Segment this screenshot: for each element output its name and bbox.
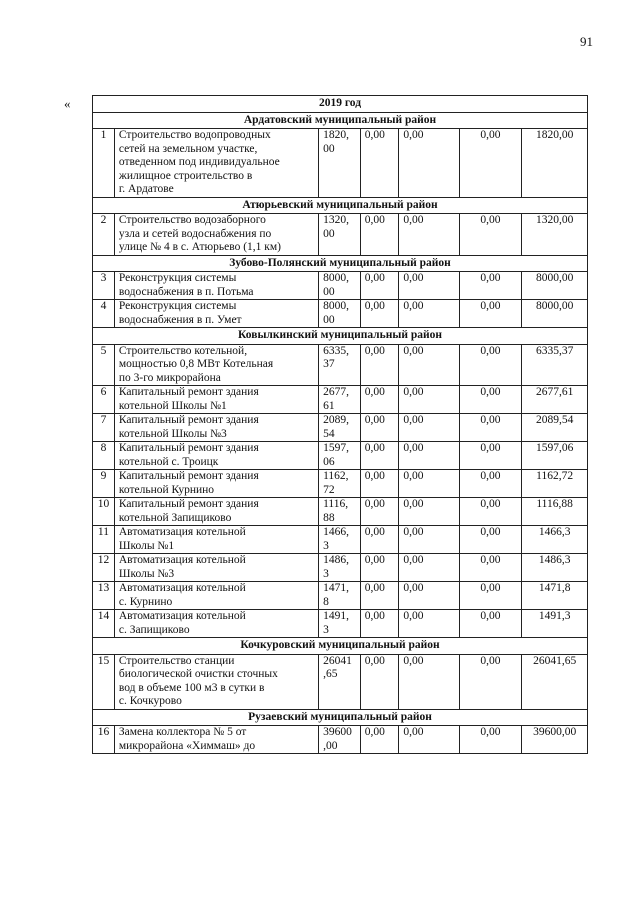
total-cell: 1486,3	[522, 554, 588, 582]
value-cell: 0,00	[399, 654, 459, 709]
district-header-row	[93, 255, 588, 272]
table-row	[93, 654, 588, 709]
project-name: Строительство водопроводных сетей на земельном участке, отведенном под индивидуальное жилищное строительство в г. Ардатове	[114, 129, 318, 198]
value-cell: 0,00	[399, 344, 459, 386]
total-cell: 1466,3	[522, 526, 588, 554]
row-number: 10	[93, 498, 115, 526]
table-row	[93, 526, 588, 554]
total-cell: 1597,06	[522, 442, 588, 470]
year-header: 2019 год	[93, 96, 588, 113]
row-number: 11	[93, 526, 115, 554]
project-name: Капитальный ремонт здания котельной с. Троицк	[114, 442, 318, 470]
value-cell: 0,00	[459, 344, 522, 386]
row-number: 13	[93, 582, 115, 610]
value-cell: 0,00	[360, 610, 399, 638]
value-cell: 0,00	[459, 498, 522, 526]
row-number: 9	[93, 470, 115, 498]
row-number: 14	[93, 610, 115, 638]
total-cell: 2677,61	[522, 386, 588, 414]
project-name: Капитальный ремонт здания котельной Школы №1	[114, 386, 318, 414]
total-cell: 1162,72	[522, 470, 588, 498]
table-row	[93, 554, 588, 582]
project-name: Автоматизация котельной с. Курнино	[114, 582, 318, 610]
value-cell: 0,00	[459, 272, 522, 300]
total-cell: 1471,8	[522, 582, 588, 610]
value-cell: 0,00	[360, 526, 399, 554]
row-number: 1	[93, 129, 115, 198]
value-cell: 0,00	[360, 554, 399, 582]
total-cell: 1491,3	[522, 610, 588, 638]
total-cell: 8000,00	[522, 272, 588, 300]
district-header-row	[93, 709, 588, 726]
amount-cell: 6335, 37	[319, 344, 361, 386]
value-cell: 0,00	[399, 582, 459, 610]
row-number: 6	[93, 386, 115, 414]
row-number: 4	[93, 300, 115, 328]
value-cell: 0,00	[459, 654, 522, 709]
district-header: Рузаевский муниципальный район	[93, 709, 588, 726]
value-cell: 0,00	[360, 498, 399, 526]
district-header: Ковылкинский муниципальный район	[93, 328, 588, 345]
value-cell: 0,00	[360, 272, 399, 300]
value-cell: 0,00	[360, 582, 399, 610]
total-cell: 26041,65	[522, 654, 588, 709]
table-row	[93, 386, 588, 414]
value-cell: 0,00	[459, 414, 522, 442]
budget-table	[92, 95, 588, 754]
row-number: 2	[93, 214, 115, 256]
total-cell: 39600,00	[522, 726, 588, 754]
row-number: 15	[93, 654, 115, 709]
project-name: Капитальный ремонт здания котельной Запищиково	[114, 498, 318, 526]
project-name: Реконструкция системы водоснабжения в п. Потьма	[114, 272, 318, 300]
amount-cell: 1320, 00	[319, 214, 361, 256]
district-header-row	[93, 328, 588, 345]
value-cell: 0,00	[459, 726, 522, 754]
value-cell: 0,00	[399, 300, 459, 328]
value-cell: 0,00	[459, 610, 522, 638]
district-header: Ардатовский муниципальный район	[93, 112, 588, 129]
project-name: Капитальный ремонт здания котельной Школы №3	[114, 414, 318, 442]
value-cell: 0,00	[459, 386, 522, 414]
table-row	[93, 272, 588, 300]
amount-cell: 39600 ,00	[319, 726, 361, 754]
value-cell: 0,00	[399, 526, 459, 554]
table-row	[93, 344, 588, 386]
amount-cell: 1486, 3	[319, 554, 361, 582]
project-name: Строительство станции биологической очистки сточных вод в объеме 100 м3 в сутки в с. Кочкурово	[114, 654, 318, 709]
project-name: Реконструкция системы водоснабжения в п. Умет	[114, 300, 318, 328]
total-cell: 1116,88	[522, 498, 588, 526]
value-cell: 0,00	[360, 386, 399, 414]
project-name: Автоматизация котельной Школы №1	[114, 526, 318, 554]
table-row	[93, 414, 588, 442]
value-cell: 0,00	[399, 498, 459, 526]
value-cell: 0,00	[360, 344, 399, 386]
value-cell: 0,00	[399, 470, 459, 498]
amount-cell: 1820, 00	[319, 129, 361, 198]
project-name: Строительство котельной, мощностью 0,8 МВт Котельная по 3-го микрорайона	[114, 344, 318, 386]
value-cell: 0,00	[360, 726, 399, 754]
value-cell: 0,00	[360, 414, 399, 442]
amount-cell: 1491, 3	[319, 610, 361, 638]
value-cell: 0,00	[360, 654, 399, 709]
project-name: Капитальный ремонт здания котельной Курнино	[114, 470, 318, 498]
row-number: 5	[93, 344, 115, 386]
district-header: Кочкуровский муниципальный район	[93, 638, 588, 655]
amount-cell: 1162, 72	[319, 470, 361, 498]
opening-quote-mark: «	[64, 96, 71, 111]
value-cell: 0,00	[399, 554, 459, 582]
district-header-row	[93, 638, 588, 655]
project-name: Автоматизация котельной Школы №3	[114, 554, 318, 582]
amount-cell: 1597, 06	[319, 442, 361, 470]
table-row	[93, 610, 588, 638]
table-row	[93, 129, 588, 198]
project-name: Автоматизация котельной с. Запищиково	[114, 610, 318, 638]
amount-cell: 26041 ,65	[319, 654, 361, 709]
amount-cell: 2089, 54	[319, 414, 361, 442]
table-row	[93, 726, 588, 754]
total-cell: 6335,37	[522, 344, 588, 386]
amount-cell: 1471, 8	[319, 582, 361, 610]
value-cell: 0,00	[459, 470, 522, 498]
row-number: 16	[93, 726, 115, 754]
row-number: 12	[93, 554, 115, 582]
value-cell: 0,00	[459, 554, 522, 582]
value-cell: 0,00	[459, 129, 522, 198]
value-cell: 0,00	[399, 414, 459, 442]
amount-cell: 1116, 88	[319, 498, 361, 526]
total-cell: 1820,00	[522, 129, 588, 198]
value-cell: 0,00	[459, 442, 522, 470]
value-cell: 0,00	[459, 526, 522, 554]
district-header-row	[93, 197, 588, 214]
value-cell: 0,00	[459, 300, 522, 328]
value-cell: 0,00	[399, 442, 459, 470]
table-row	[93, 214, 588, 256]
value-cell: 0,00	[360, 470, 399, 498]
district-header: Зубово-Полянский муниципальный район	[93, 255, 588, 272]
row-number: 3	[93, 272, 115, 300]
project-name: Строительство водозаборного узла и сетей водоснабжения по улице № 4 в с. Атюрьево (1,1 км)	[114, 214, 318, 256]
value-cell: 0,00	[360, 214, 399, 256]
total-cell: 2089,54	[522, 414, 588, 442]
value-cell: 0,00	[399, 726, 459, 754]
project-name: Замена коллектора № 5 от микрорайона «Химмаш» до	[114, 726, 318, 754]
table-row	[93, 498, 588, 526]
row-number: 7	[93, 414, 115, 442]
value-cell: 0,00	[459, 214, 522, 256]
total-cell: 1320,00	[522, 214, 588, 256]
page-number: 91	[580, 34, 593, 49]
value-cell: 0,00	[459, 582, 522, 610]
value-cell: 0,00	[399, 129, 459, 198]
amount-cell: 1466, 3	[319, 526, 361, 554]
district-header-row	[93, 112, 588, 129]
district-header: Атюрьевский муниципальный район	[93, 197, 588, 214]
amount-cell: 8000, 00	[319, 272, 361, 300]
year-header-row	[93, 96, 588, 113]
amount-cell: 2677, 61	[319, 386, 361, 414]
value-cell: 0,00	[399, 214, 459, 256]
value-cell: 0,00	[399, 272, 459, 300]
total-cell: 8000,00	[522, 300, 588, 328]
value-cell: 0,00	[399, 610, 459, 638]
table-row	[93, 442, 588, 470]
value-cell: 0,00	[399, 386, 459, 414]
table-row	[93, 582, 588, 610]
amount-cell: 8000, 00	[319, 300, 361, 328]
table-row	[93, 470, 588, 498]
value-cell: 0,00	[360, 442, 399, 470]
value-cell: 0,00	[360, 129, 399, 198]
value-cell: 0,00	[360, 300, 399, 328]
row-number: 8	[93, 442, 115, 470]
table-row	[93, 300, 588, 328]
table-body	[93, 96, 588, 754]
